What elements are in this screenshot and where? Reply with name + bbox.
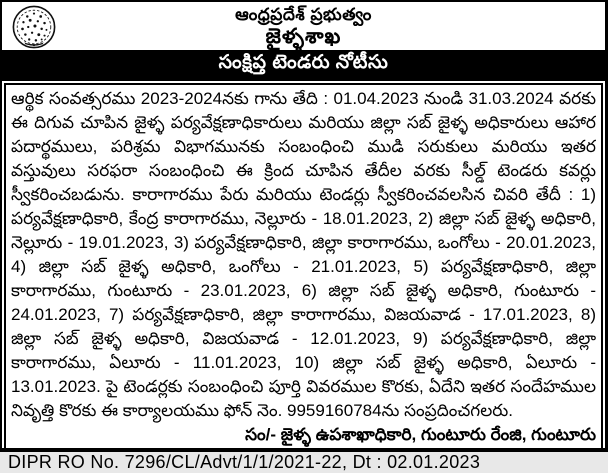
notice-body-box [4,83,603,450]
signature-line: సం/- జైళ్ళ ఉపశాఖాధికారి, గుంటూరు రేంజి, గుంటూరు [245,425,596,444]
government-seal-icon [11,4,57,50]
dipr-reference-line: DIPR RO No. 7296/CL/Advt/1/1/2021-22, Dt : 02.01.2023 [8,452,481,472]
department-title: జైళ్ళశాఖ [265,24,342,48]
tender-notice-title-bar [2,50,605,81]
notice-header [2,2,605,50]
tender-notice-title: సంక్షిప్త టెండరు నోటీసు [218,52,389,73]
government-title: ఆంధ్రప్రదేశ్ ప్రభుత్వం [235,5,372,24]
notice-body-text: ఆర్థిక సంవత్సరము 2023-2024నకు గాను తేది : 01.04.2023 నుండి 31.03.2024 వరకు ఈ దిగువ చూపిన జైళ్ళ పర్యవేక్షణాధికారులు మరియు జిల్లా సబ్ జైళ్ళ అధికారులు ఆహార పదార్థములు, పరిశ్రమ విభాగమునకు సంబంధించి ముడి సరుకులు మరియు ఇతర వస్తువులు సరఫరా సంబంధించి ఈ క్రింద చూపిన తేదీల వరకు సీల్డ్ టెండరు కవర్లు స్వీకరించబడును. కారాగారము పేరు మరియు టెండర్లు స్వీకరించవలసిన చివరి తేదీ : 1) పర్యవేక్షణాధికారి, కేంద్ర కారాగారము, నెల్లూరు - 18.01.2023, 2) జిల్లా సబ్ జైళ్ళ అధికారి, నెల్లూరు - 19.01.2023, 3) పర్యవేక్షణాధికారి, జిల్లా కారాగారము, ఒంగోలు - 20.01.2023, 4) జిల్లా సబ్ జైళ్ళ అధికారి, ఒంగోలు - 21.01.2023, 5) పర్యవేక్షణాధికారి, జిల్లా కారాగారము, గుంటూరు - 23.01.2023, 6) జిల్లా సబ్ జైళ్ళ అధికారి, గుంటూరు - 24.01.2023, 7) పర్యవేక్షణాధికారి, జిల్లా కారాగారము, విజయవాడ - 17.01.2023, 8) జిల్లా సబ్ జైళ్ళ అధికారి, విజయవాడ - 12.01.2023, 9) పర్యవేక్షణాధికారి, జిల్లా కారాగారము, ఏలూరు - 11.01.2023, 10) జిల్లా సబ్ జైళ్ళ అధికారి, ఏలూరు - 13.01.2023. పై టెండర్లకు సంబంధించి పూర్తి వివరముల కొరకు, ఏదేని ఇతర సందేహముల నివృత్తి కొరకు ఈ కార్యాలయము ఫోన్ నెం. 9959160784ను సంప్రదించగలరు. [11,89,596,420]
